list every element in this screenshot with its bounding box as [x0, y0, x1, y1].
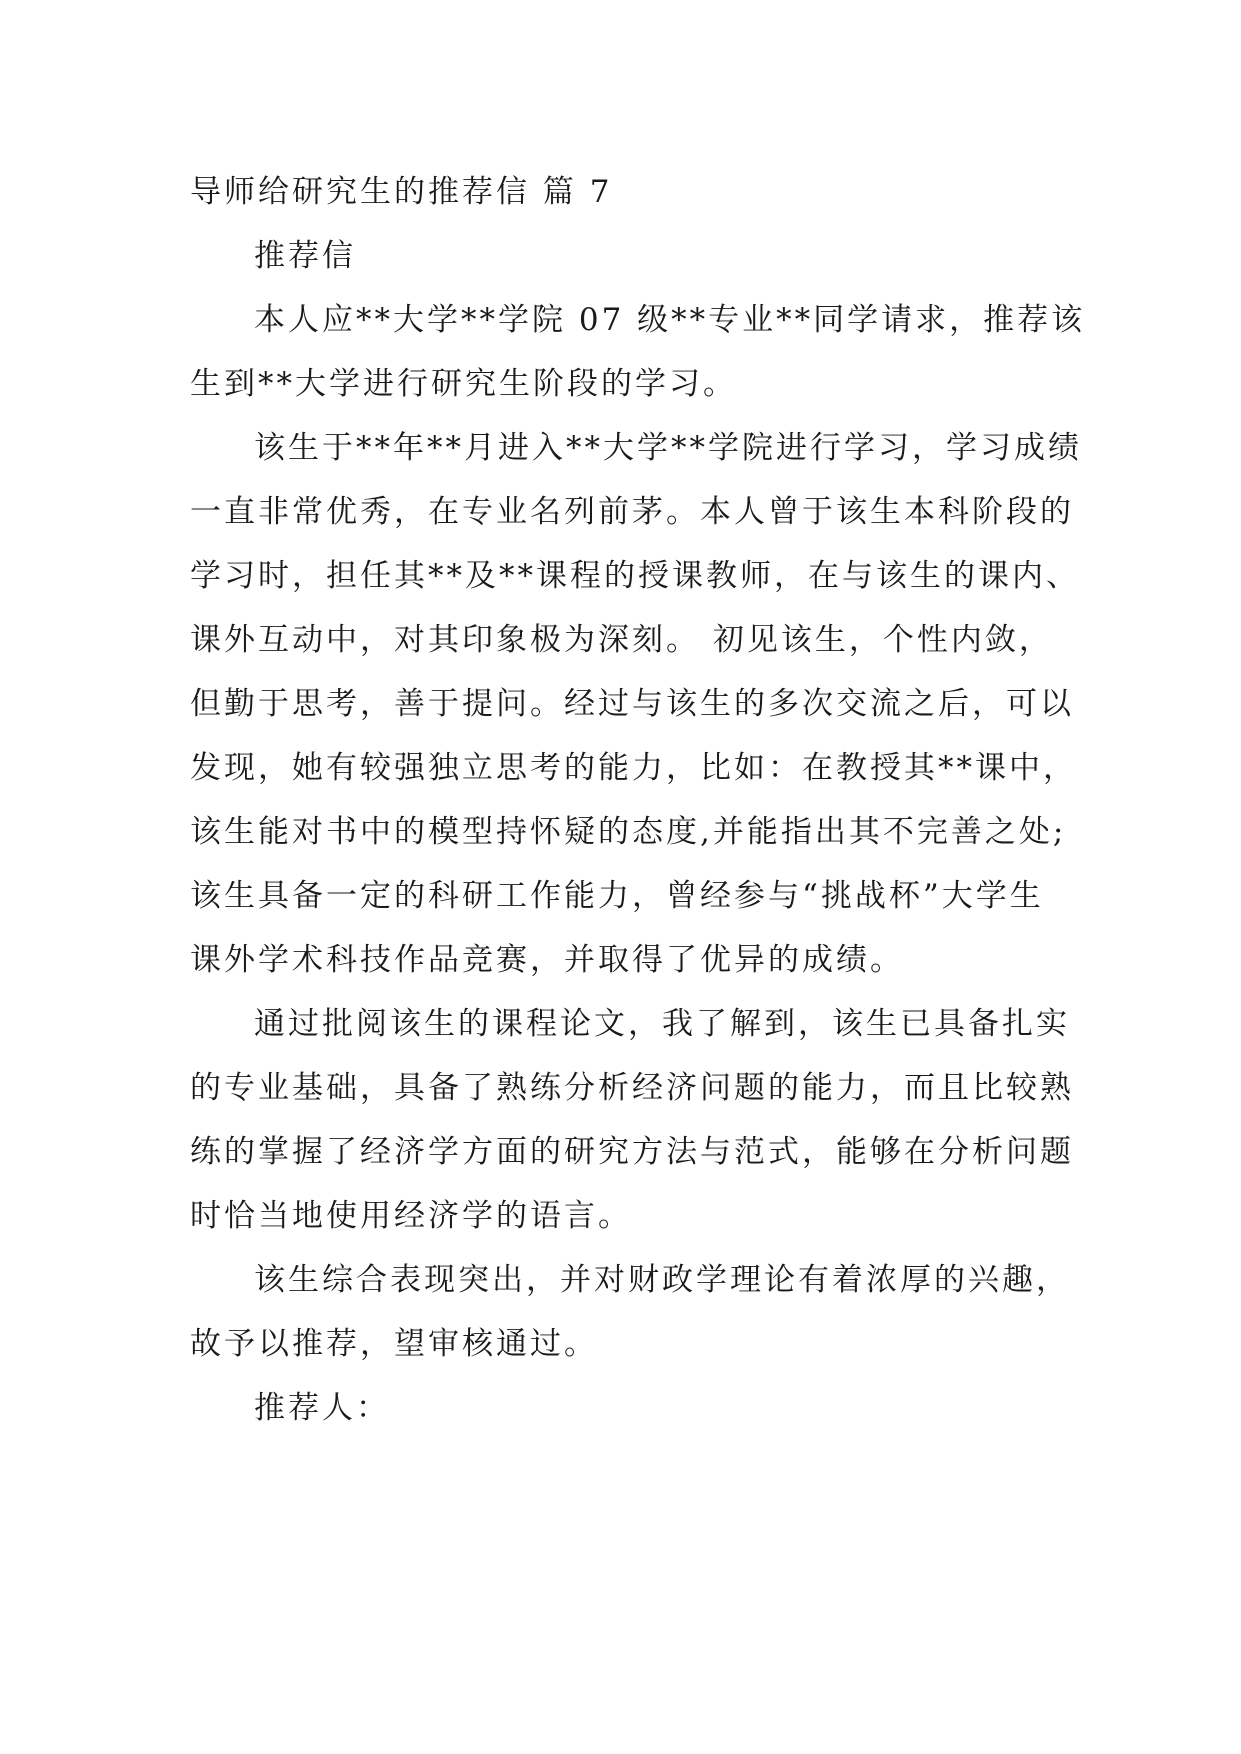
paragraph-line: 时恰当地使用经济学的语言。	[190, 1198, 632, 1234]
paragraph-line: 一直非常优秀，在专业名列前茅。本人曾于该生本科阶段的	[190, 494, 1074, 530]
paragraph-line: 练的掌握了经济学方面的研究方法与范式，能够在分析问题	[190, 1134, 1074, 1170]
signature-label: 推荐人：	[254, 1390, 390, 1426]
paragraph-line: 课外学术科技作品竞赛，并取得了优异的成绩。	[190, 942, 904, 978]
paragraph-line: 故予以推荐，望审核通过。	[190, 1326, 598, 1362]
paragraph-line: 生到**大学进行研究生阶段的学习。	[190, 366, 737, 402]
letter-title: 推荐信	[254, 238, 356, 274]
paragraph-line: 本人应**大学**学院 07 级**专业**同学请求，推荐该	[254, 302, 1086, 338]
paragraph-line: 该生于**年**月进入**大学**学院进行学习，学习成绩	[254, 430, 1082, 466]
paragraph-line: 但勤于思考，善于提问。经过与该生的多次交流之后，可以	[190, 686, 1074, 722]
paragraph-line: 的专业基础，具备了熟练分析经济问题的能力，而且比较熟	[190, 1070, 1074, 1106]
paragraph-line: 发现，她有较强独立思考的能力，比如：在教授其**课中，	[190, 750, 1077, 786]
letter-body	[190, 160, 1086, 1440]
paragraph-line: 该生具备一定的科研工作能力，曾经参与“挑战杯”大学生	[190, 878, 1044, 914]
paragraph-line: 学习时，担任其**及**课程的授课教师，在与该生的课内、	[190, 558, 1080, 594]
paragraph-line: 课外互动中，对其印象极为深刻。 初见该生，个性内敛，	[190, 622, 1053, 658]
paragraph-line: 该生能对书中的模型持怀疑的态度,并能指出其不完善之处;	[190, 814, 1067, 850]
paragraph-line: 该生综合表现突出，并对财政学理论有着浓厚的兴趣，	[254, 1262, 1070, 1298]
document-heading: 导师给研究生的推荐信 篇 7	[190, 174, 613, 210]
paragraph-line: 通过批阅该生的课程论文，我了解到，该生已具备扎实	[254, 1006, 1070, 1042]
